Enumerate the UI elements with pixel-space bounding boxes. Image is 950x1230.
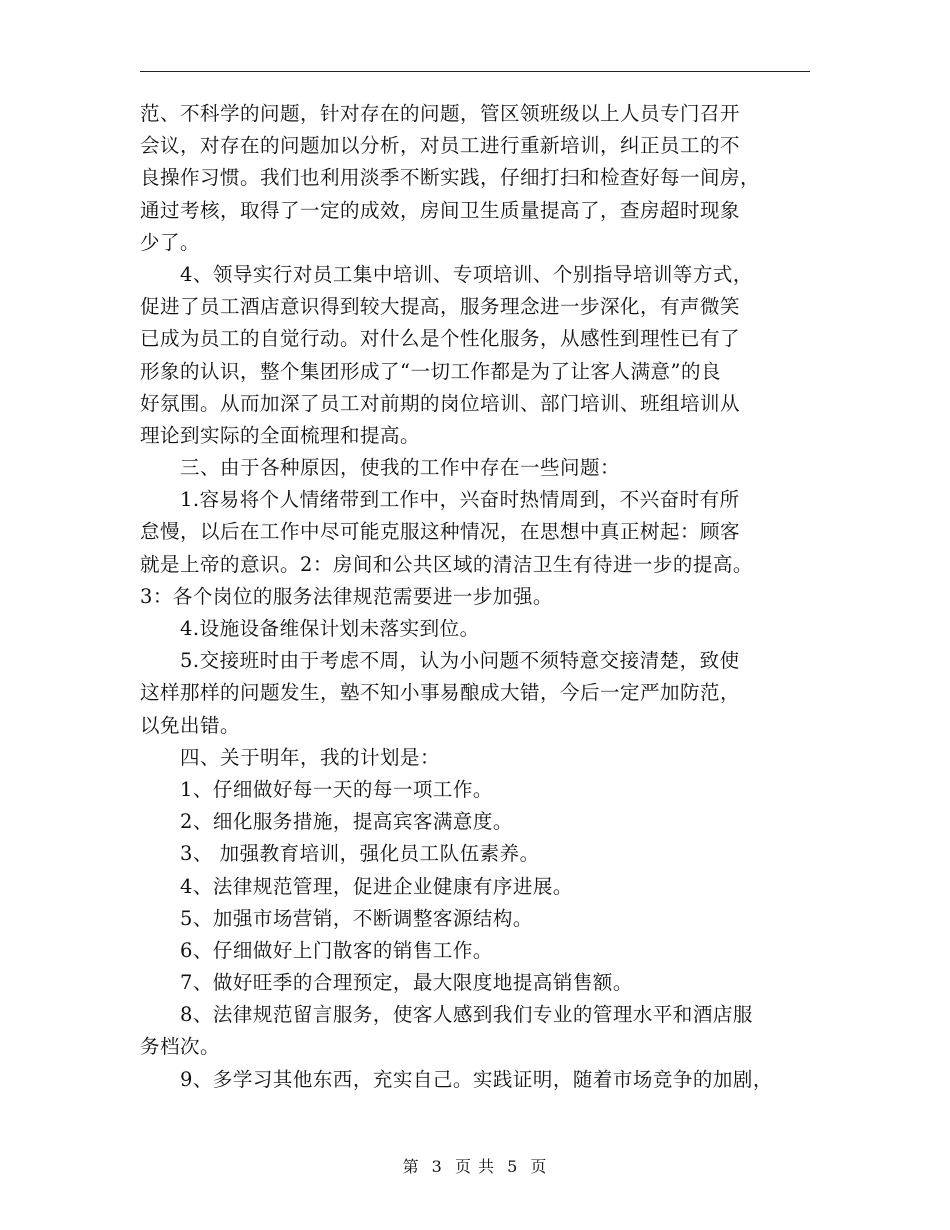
header-rule [140, 71, 810, 72]
text-line: 形象的认识，整个集团形成了“一切工作都是为了让客人满意”的良 [140, 359, 721, 383]
text-line: 务档次。 [140, 1035, 221, 1059]
text-line: 少了。 [140, 230, 201, 254]
text-line: 3：各个岗位的服务法律规范需要进一步加强。 [140, 584, 553, 608]
text-line: 5、加强市场营销，不断调整客源结构。 [180, 906, 533, 930]
text-line: 5.交接班时由于考虑不周，认为小问题不须特意交接清楚，致使 [180, 649, 740, 673]
footer-middle: 页 共 [454, 1157, 496, 1176]
footer-total-pages: 5 [507, 1157, 519, 1176]
text-line: 好氛围。从而加深了员工对前期的岗位培训、部门培训、班组培训从 [140, 391, 741, 415]
text-line: 范、不科学的问题，针对存在的问题，管区领班级以上人员专门召开 [140, 102, 741, 125]
text-line: 4、领导实行对员工集中培训、专项培训、个别指导培训等方式， [180, 262, 753, 286]
text-line: 4、法律规范管理，促进企业健康有序进展。 [180, 874, 573, 898]
text-line: 6、仔细做好上门散客的销售工作。 [180, 938, 493, 962]
text-line: 1.容易将个人情绪带到工作中，兴奋时热情周到，不兴奋时有所 [180, 488, 740, 512]
text-line: 通过考核，取得了一定的成效，房间卫生质量提高了，查房超时现象 [140, 198, 741, 222]
footer-current-page: 3 [431, 1157, 443, 1176]
text-line: 已成为员工的自觉行动。对什么是个性化服务，从感性到理性已有了 [140, 327, 741, 351]
text-line: 8、法律规范留言服务，使客人感到我们专业的管理水平和酒店服 [180, 1003, 753, 1027]
text-line: 这样那样的问题发生，塾不知小事易酿成大错，今后一定严加防范， [140, 681, 741, 705]
footer-prefix: 第 [402, 1157, 420, 1176]
page-footer [0, 1154, 950, 1177]
text-line: 理论到实际的全面梳理和提高。 [140, 423, 421, 447]
text-line: 9、多学习其他东西，充实自己。实践证明，随着市场竞争的加剧， [180, 1067, 773, 1091]
text-line: 3、 加强教育培训，强化员工队伍素养。 [180, 842, 540, 866]
footer-suffix: 页 [530, 1157, 548, 1176]
text-line: 会议，对存在的问题加以分析，对员工进行重新培训，纠正员工的不 [140, 134, 741, 158]
text-line: 三、由于各种原因，使我的工作中存在一些问题： [180, 456, 621, 480]
text-line: 2、细化服务措施，提高宾客满意度。 [180, 810, 513, 834]
text-line: 以免出错。 [140, 713, 241, 737]
text-line: 就是上帝的意识。2：房间和公共区域的清洁卫生有待进一步的提高。 [140, 552, 753, 576]
text-line: 怠慢，以后在工作中尽可能克服这种情况，在思想中真正树起：顾客 [140, 520, 741, 544]
text-line: 四、关于明年，我的计划是： [180, 745, 441, 769]
text-line: 促进了员工酒店意识得到较大提高，服务理念进一步深化，有声微笑 [140, 295, 741, 319]
text-line: 4.设施设备维保计划未落实到位。 [180, 617, 480, 640]
text-line: 良操作习惯。我们也利用淡季不断实践，仔细打扫和检查好每一间房， [140, 166, 761, 190]
document-body [140, 98, 810, 1096]
text-line: 7、做好旺季的合理预定，最大限度地提高销售额。 [180, 971, 633, 995]
text-line: 1、仔细做好每一天的每一项工作。 [180, 777, 493, 801]
